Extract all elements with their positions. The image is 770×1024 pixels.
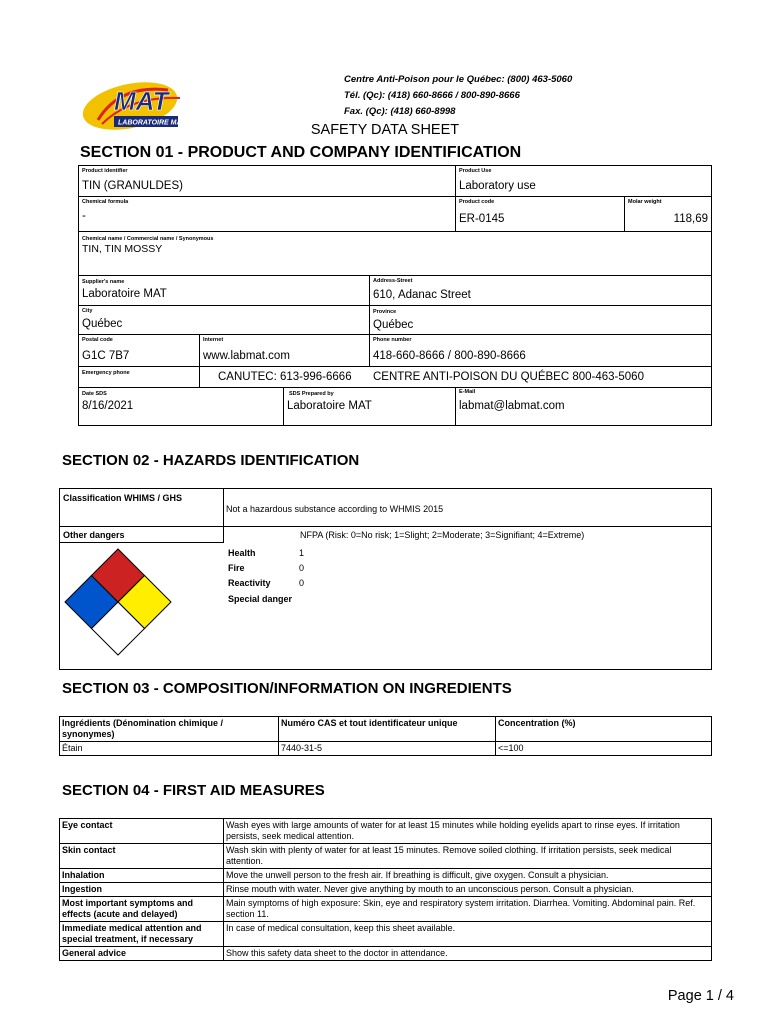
logo-text: MAT	[114, 86, 169, 116]
molar-weight: 118,69	[673, 213, 708, 225]
table-row	[60, 819, 712, 844]
chemical-name: TIN, TIN MOSSY	[82, 243, 163, 255]
row-text: Show this safety data sheet to the doctor in attendance.	[224, 947, 712, 961]
chemical-name-label: Chemical name / Commercial name / Synonymous	[82, 236, 214, 242]
supplier-name: Laboratoire MAT	[82, 288, 167, 300]
row-label: Most important symptoms and effects (acute and delayed)	[60, 897, 224, 922]
sds-date: 8/16/2021	[82, 400, 134, 412]
table-row	[60, 922, 712, 947]
internet-label: Internet	[203, 337, 224, 343]
header-cas: Numéro CAS et tout identificateur unique	[279, 717, 496, 742]
address-label: Address-Street	[373, 278, 413, 284]
city-label: City	[82, 308, 93, 314]
page-number: Page 1 / 4	[667, 988, 734, 1004]
row-label: Skin contact	[60, 844, 224, 869]
province: Québec	[373, 319, 414, 331]
phone-label: Phone number	[373, 337, 412, 343]
first-aid-table	[59, 818, 712, 961]
nfpa-legend: NFPA (Risk: 0=No risk; 1=Slight; 2=Moderate; 3=Signifiant; 4=Extreme)	[300, 530, 585, 540]
classification-label: Classification WHIMS / GHS	[63, 493, 183, 503]
row-text: Rinse mouth with water. Never give anything by mouth to an unconscious person. Consult a physician.	[224, 883, 712, 897]
province-label: Province	[373, 309, 397, 315]
email-link[interactable]: labmat@labmat.com	[459, 400, 565, 412]
address-street: 610, Adanac Street	[373, 289, 471, 301]
fire-label: Fire	[228, 563, 245, 573]
section-03-title: SECTION 03 - COMPOSITION/INFORMATION ON INGREDIENTS	[62, 680, 512, 697]
nfpa-diamond	[63, 547, 173, 657]
poison-center-line: Centre Anti-Poison pour le Québec: (800) 463-5060	[344, 74, 573, 85]
section-01-title: SECTION 01 - PRODUCT AND COMPANY IDENTIFICATION	[80, 144, 522, 161]
supplier-label: Supplier's name	[82, 279, 125, 285]
table-row	[60, 897, 712, 922]
fax-line: Fax. (Qc): (418) 660-8998	[344, 106, 456, 117]
section-02-title: SECTION 02 - HAZARDS IDENTIFICATION	[62, 452, 360, 469]
product-identifier: TIN (GRANULDES)	[82, 180, 183, 192]
city: Québec	[82, 318, 123, 330]
row-label: Inhalation	[60, 869, 224, 883]
header-concentration: Concentration (%)	[496, 717, 712, 742]
product-identifier-label: Product identifier	[82, 168, 128, 174]
website-link[interactable]: www.labmat.com	[203, 350, 290, 362]
product-use-label: Product Use	[459, 168, 492, 174]
cas-number: 7440-31-5	[279, 742, 496, 756]
chemical-formula-label: Chemical formula	[82, 199, 129, 205]
health-label: Health	[228, 548, 256, 558]
row-text: Wash eyes with large amounts of water for at least 15 minutes while holding eyelids apart to rinse eyes. If irritation persists, seek medical attention.	[224, 819, 712, 844]
ingredients-table	[59, 716, 712, 756]
phone-number: 418-660-8666 / 800-890-8666	[373, 350, 526, 362]
product-use: Laboratory use	[459, 180, 536, 192]
row-text: In case of medical consultation, keep this sheet available.	[224, 922, 712, 947]
prepared-by: Laboratoire MAT	[287, 400, 372, 412]
section-04-title: SECTION 04 - FIRST AID MEASURES	[62, 782, 325, 799]
table-row	[60, 883, 712, 897]
table-row	[60, 869, 712, 883]
table-row	[60, 844, 712, 869]
prepared-by-label: SDS Prepared by	[289, 391, 334, 397]
phone-line: Tél. (Qc): (418) 660-8666 / 800-890-8666	[344, 90, 520, 101]
row-label: Ingestion	[60, 883, 224, 897]
row-label: Eye contact	[60, 819, 224, 844]
email-label: E-Mail	[459, 389, 476, 395]
chemical-formula: -	[82, 210, 86, 222]
emergency-canutec: CANUTEC: 613-996-6666	[218, 371, 352, 383]
contact-block	[344, 72, 572, 120]
emergency-label: Emergency phone	[82, 370, 130, 376]
row-label: Immediate medical attention and special treatment, if necessary	[60, 922, 224, 947]
reactivity-value: 0	[299, 578, 305, 588]
reactivity-label: Reactivity	[228, 578, 271, 588]
row-label: General advice	[60, 947, 224, 961]
table-row	[60, 947, 712, 961]
emergency-poison-center: CENTRE ANTI-POISON DU QUÉBEC 800-463-5060	[373, 371, 644, 383]
postal-code: G1C 7B7	[82, 350, 130, 362]
header-ingredient: Ingrédients (Dénomination chimique / synonymes)	[60, 717, 279, 742]
classification-value: Not a hazardous substance according to WHMIS 2015	[226, 504, 444, 514]
fire-value: 0	[299, 563, 305, 573]
product-code-label: Product code	[459, 199, 495, 205]
document-title: SAFETY DATA SHEET	[310, 122, 460, 138]
special-danger-label: Special danger	[228, 594, 293, 604]
molar-weight-label: Molar weight	[628, 199, 662, 205]
table-header-row	[60, 717, 712, 742]
row-text: Move the unwell person to the fresh air. If breathing is difficult, give oxygen. Consult a physician.	[224, 869, 712, 883]
ingredient-name: Étain	[60, 742, 279, 756]
row-text: Wash skin with plenty of water for at least 15 minutes. Remove soiled clothing. If irritation persists, seek medical attention.	[224, 844, 712, 869]
postal-code-label: Postal code	[82, 337, 113, 343]
logo-subtext: LABORATOIRE MAT	[118, 119, 186, 127]
row-text: Main symptoms of high exposure: Skin, eye and respiratory system irritation. Diarrhea. Vomiting. Abdominal pain. Ref. section 11.	[224, 897, 712, 922]
other-dangers-label: Other dangers	[63, 530, 125, 540]
date-label: Date SDS	[82, 391, 107, 397]
health-value: 1	[299, 548, 305, 558]
product-code: ER-0145	[459, 213, 505, 225]
table-row	[60, 742, 712, 756]
concentration: <=100	[496, 742, 712, 756]
